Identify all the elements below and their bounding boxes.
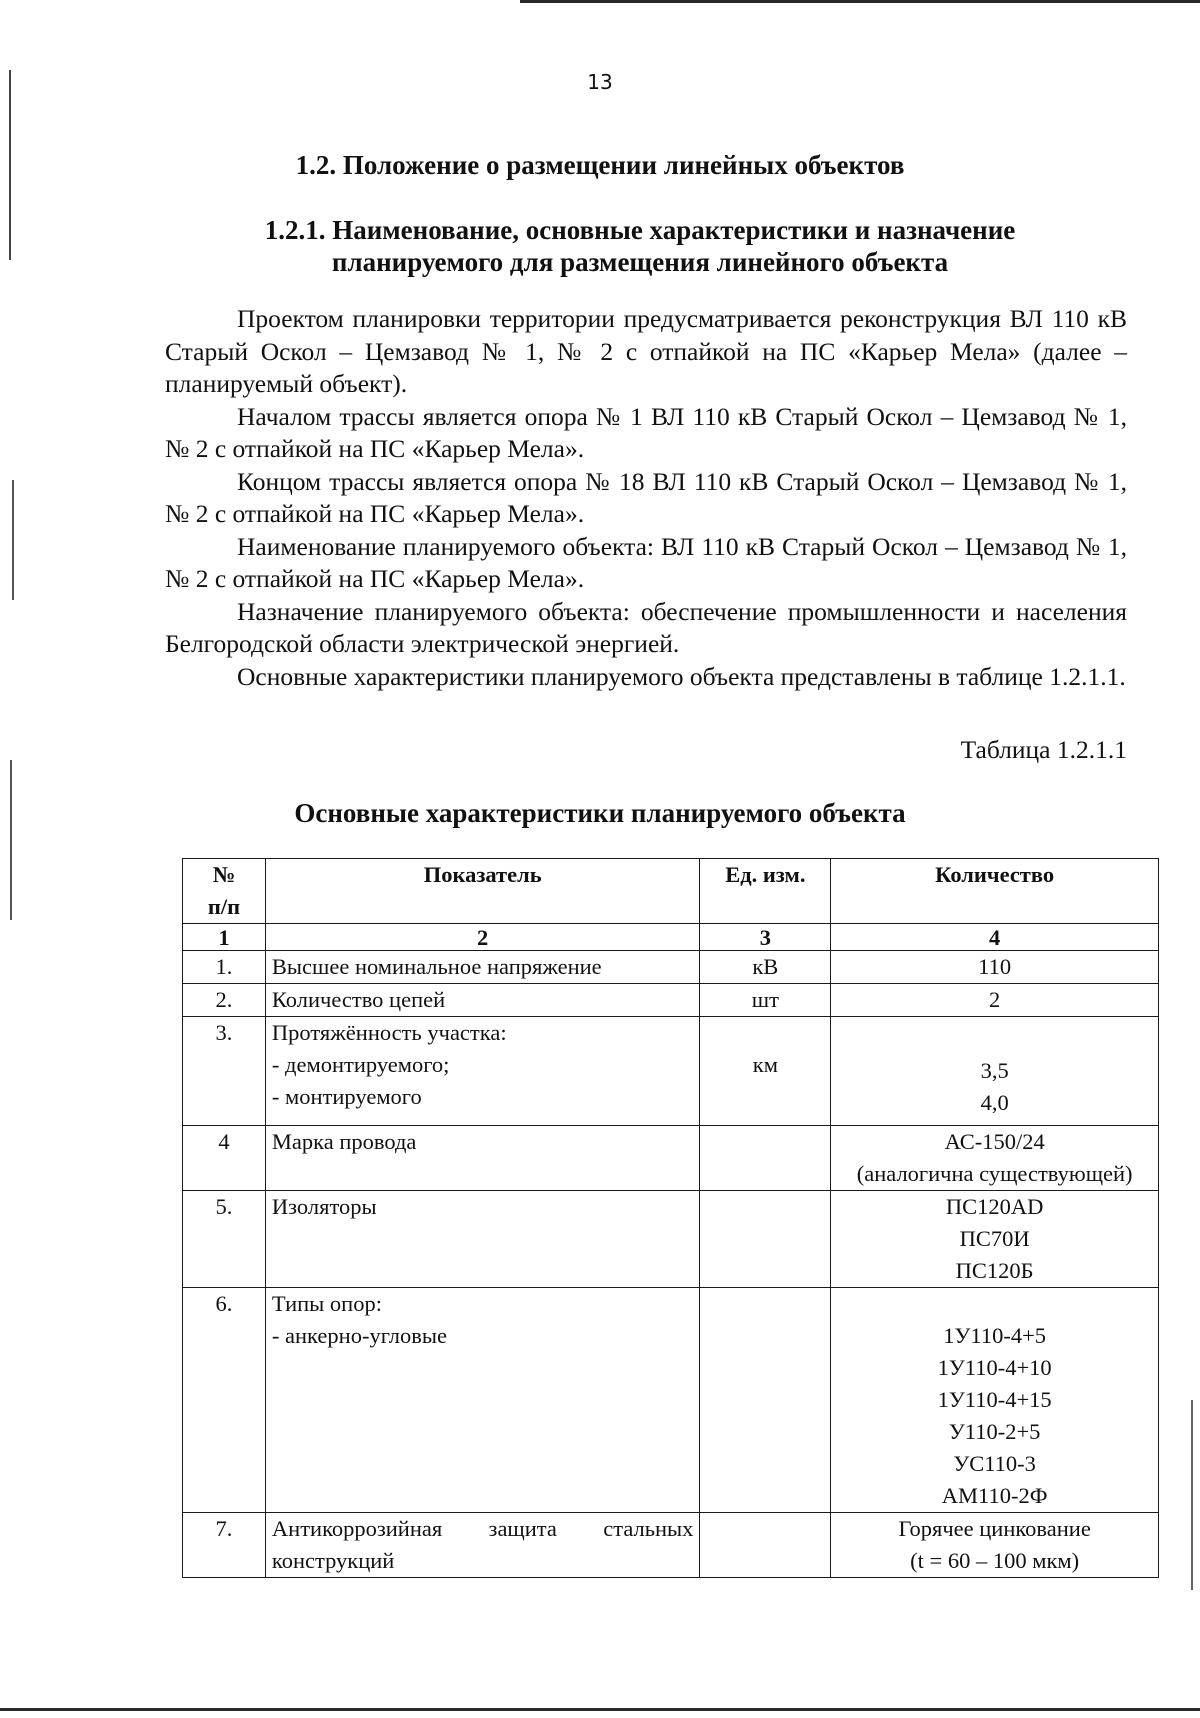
paragraph: Началом трассы является опора № 1 ВЛ 110 кВ Старый Оскол – Цемзавод № 1, № 2 с отпайкой на ПС «Карьер Мела». [165,401,1127,463]
table-row [183,1288,1159,1513]
row-unit: кВ [700,951,831,984]
row-number: 6. [183,1288,266,1513]
row-quantity-line: 1У110-4+10 [937,1355,1052,1380]
paragraph: Наименование планируемого объекта: ВЛ 110 кВ Старый Оскол – Цемзавод № 1, № 2 с отпайкой на ПС «Карьер Мела». [165,531,1127,593]
scan-edge-mark [10,760,12,920]
row-number: 1. [183,951,266,984]
header-quantity: Количество [831,859,1159,924]
header-number-line: п/п [207,894,241,919]
row-number: 7. [183,1513,266,1578]
row-indicator: Высшее номинальное напряжение [265,951,700,984]
table-header-row [183,859,1159,924]
row-quantity-line: АС-150/24 [944,1129,1045,1154]
row-quantity-line: (аналогична существующей) [856,1161,1133,1186]
body-text [165,303,1127,693]
row-quantity-line: УС110-3 [953,1451,1036,1476]
table-row [183,1017,1159,1126]
row-quantity [831,1513,1159,1578]
paragraph: Основные характеристики планируемого объекта представлены в таблице 1.2.1.1. [237,661,1126,691]
row-quantity-line: ПС120Б [955,1258,1034,1283]
row-quantity-line: ПС70И [959,1226,1030,1251]
row-indicator-line: Типы опор: [271,1291,382,1316]
table-row [183,984,1159,1017]
row-unit-value: км [752,1052,778,1077]
row-quantity [831,1288,1159,1513]
row-unit [700,1126,831,1191]
scan-edge-mark [12,480,14,600]
row-quantity-line: ПС120AD [945,1194,1044,1219]
paragraph: Проектом планировки территории предусматривается реконструкция ВЛ 110 кВ Старый Оскол – Цемзавод № 1, № 2 с отпайкой на ПС «Карьер Мела» (далее – планируемый объект). [165,304,1127,398]
table-row [183,1191,1159,1288]
table-row [183,951,1159,984]
row-indicator-line: - анкерно-угловые [271,1323,447,1348]
table-title: Основные характеристики планируемого объекта [294,798,906,828]
header-unit: Ед. изм. [700,859,831,924]
row-number: 3. [183,1017,266,1126]
row-indicator [265,1017,700,1126]
header-number [183,859,266,924]
row-unit [700,1017,831,1126]
row-quantity-line: 1У110-4+5 [943,1323,1047,1348]
row-quantity-line: 3,5 [980,1058,1009,1083]
row-number: 2. [183,984,266,1017]
row-indicator-line: конструкций [271,1548,395,1573]
characteristics-table [182,858,1159,1578]
row-quantity-line: АМ110-2Ф [941,1483,1048,1508]
table-caption: Таблица 1.2.1.1 [960,735,1127,764]
row-quantity-line: Горячее цинкование [898,1516,1091,1541]
row-indicator: Марка провода [265,1126,700,1191]
row-indicator-line: Антикоррозийная защита стальных [271,1516,694,1541]
row-quantity [831,1191,1159,1288]
scan-edge-mark [1191,1400,1193,1590]
row-unit: шт [700,984,831,1017]
paragraph: Концом трассы является опора № 18 ВЛ 110 кВ Старый Оскол – Цемзавод № 1, № 2 с отпайкой на ПС «Карьер Мела». [165,466,1127,528]
row-indicator [265,1513,700,1578]
row-number: 4 [183,1126,266,1191]
row-indicator-line: Протяжённость участка: [271,1020,507,1045]
scan-border-top [520,0,1200,3]
subsection-title [200,214,1080,278]
subsection-title-line: планируемого для размещения линейного объекта [331,247,949,277]
row-quantity-line: (t = 60 – 100 мкм) [910,1548,1080,1573]
header-indicator: Показатель [265,859,700,924]
row-quantity: 110 [831,951,1159,984]
column-number: 2 [265,924,700,951]
row-indicator-line: - демонтируемого; [271,1052,450,1077]
row-quantity [831,1126,1159,1191]
row-indicator: Изоляторы [265,1191,700,1288]
row-number: 5. [183,1191,266,1288]
section-title: 1.2. Положение о размещении линейных объектов [295,150,905,180]
header-number-line: № [212,862,236,887]
column-number: 3 [700,924,831,951]
page-number: 13 [587,70,613,94]
row-unit [700,1513,831,1578]
column-numbering-row [183,924,1159,951]
row-quantity-line: 4,0 [980,1090,1009,1115]
subsection-title-line: 1.2.1. Наименование, основные характеристики и назначение [264,215,1016,245]
row-quantity: 2 [831,984,1159,1017]
table-row [183,1513,1159,1578]
paragraph: Назначение планируемого объекта: обеспечение промышленности и населения Белгородской области электрической энергией. [165,596,1127,658]
column-number: 1 [183,924,266,951]
row-quantity-line: 1У110-4+15 [937,1387,1052,1412]
row-indicator: Количество цепей [265,984,700,1017]
row-quantity [831,1017,1159,1126]
scan-border-bottom [0,1708,1200,1711]
row-indicator [265,1288,700,1513]
row-indicator-line: - монтируемого [271,1084,422,1109]
row-unit [700,1288,831,1513]
row-unit [700,1191,831,1288]
row-quantity-line: У110-2+5 [948,1419,1041,1444]
table-row [183,1126,1159,1191]
column-number: 4 [831,924,1159,951]
